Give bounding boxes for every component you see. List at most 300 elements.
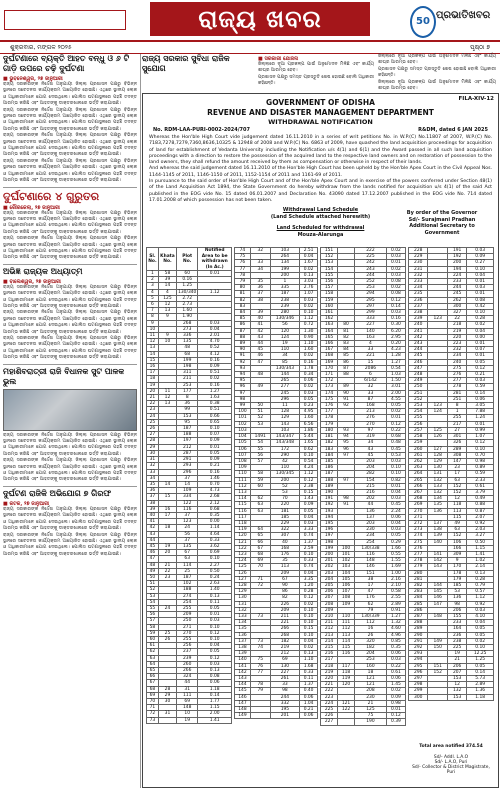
table-cell: 0.05 [386, 403, 405, 409]
table-cell: 151 [321, 248, 338, 254]
table-cell: 19 [147, 382, 159, 388]
table-cell: 0.05 [386, 533, 405, 539]
table-cell: 32 [147, 463, 159, 469]
table-cell: 301 [447, 434, 466, 440]
table-cell: 27 [447, 427, 466, 433]
table-cell: 1.77 [198, 699, 232, 705]
table-cell: 201 [270, 713, 300, 719]
table-cell: 0.12 [386, 713, 405, 719]
table-cell: 0.16 [198, 357, 232, 363]
table-cell: 243 [409, 341, 428, 347]
table-cell: 98 [447, 601, 466, 607]
table-cell: 2.63 [198, 581, 232, 587]
table-cell: 226 [321, 713, 338, 719]
table-cell: 273 [409, 527, 428, 533]
table-cell: 0.59 [467, 471, 494, 477]
notice-paragraph: Whereas the Hon'ble High Court vide judgement dated 16.11.2010 in a series of writ petitions No. in W.P.(C) No.11807 of 2007, W.P.(C) No. 7183,7278,7279,7360,8636,10325 & 12948 of 2008 and W.P.(C) No. 6863 of 2009, have quashed the land acquisition proceedings for acquisition of land for establishment of Vedanta University including the Notification u/s 4(1) and 6(1) and the Award passed in all such land acquisition proceedings with a direction to restore the possession of the acquired land to the respective land owners and on restoration of possession to the land owners, they shall refund the amount received by them as compensation or otherwise in respect of their lands. [149, 135, 492, 166]
table-cell: 336 [177, 333, 198, 339]
table-cell: 1.18 [467, 694, 494, 700]
table-cell: 0.33 [198, 537, 232, 543]
table-cell: 276 [355, 415, 387, 421]
table-cell: 1.00 [386, 570, 405, 576]
total-label: Total area notified [419, 744, 465, 749]
notice-body [149, 135, 492, 204]
table-cell: 0.05 [198, 605, 232, 611]
table-cell: 131 [428, 471, 447, 477]
table-cell: 16 [158, 506, 176, 512]
sign-line: Additional Secretary to Government [409, 223, 475, 236]
strip-story-2 [258, 54, 374, 92]
table-cell: 109 [177, 488, 198, 494]
table-cell: 0.02 [467, 638, 494, 644]
table-cell: 130/340 [178, 289, 197, 295]
newspaper-title: ରାଜ୍ୟ ଖବର [150, 2, 370, 36]
table-cell: 24 [177, 525, 198, 531]
table-cell: 30 [147, 450, 159, 456]
table-cell: 14 [158, 283, 176, 289]
table-cell: 125 [355, 707, 387, 713]
table-cell: 0.89 [467, 465, 494, 471]
table-cell: 0.02 [467, 322, 494, 328]
table-cell: 275 [447, 365, 466, 371]
table-cell: 122 [177, 500, 198, 506]
table-cell: 0.01 [467, 279, 494, 285]
table-cell: 200 [447, 260, 466, 266]
table-cell: 9 [447, 558, 466, 564]
table-cell: 91 [338, 502, 355, 508]
table-cell [428, 694, 447, 700]
table-cell: 0.02 [386, 266, 405, 272]
table-cell: 21 [158, 562, 176, 568]
table-cell: 0.74 [300, 533, 318, 539]
table-cell: 190 [355, 719, 387, 725]
table-cell: 2.16 [386, 576, 405, 582]
table-cell: 77 [235, 266, 251, 272]
table-cell: 0.04 [300, 514, 318, 520]
table-cell: 110 [270, 347, 300, 353]
table-cell: 0.04 [467, 272, 494, 278]
table-cell: 86 [270, 589, 300, 595]
table-cell: 279 [409, 564, 428, 570]
table-cell: 73 [250, 613, 270, 619]
table-cell: 23 [147, 407, 159, 413]
table-cell: 195 [321, 520, 338, 526]
table-cell: 2086 [355, 365, 387, 371]
table-cell: 133 [235, 613, 251, 619]
table-cell: 221 [321, 682, 338, 688]
table-cell: 2.59 [300, 545, 318, 551]
table-cell: 77 [250, 669, 270, 675]
table-cell: 0.10 [300, 613, 318, 619]
table-cell: 23 [447, 465, 466, 471]
table-cell: 22 [447, 316, 466, 322]
article-text: ରାଜ୍ୟ ସରକାରଙ୍କ ନିର୍ଦ୍ଦେଶ ଅନୁଯାୟୀ ଜିଲ୍ଲା ପ୍ରଶାସନ ପକ୍ଷରୁ ବିଭିନ୍ନ ସ୍ଥାନରେ ସଚେତନତା କାର୍ଯ୍ୟକ୍ରମ ଆୟୋଜିତ ହୋଇଛି। ଏଥିରେ ସ୍ଥାନୀୟ ଲୋକ ଓ ଅଧିକାରୀମାନେ ଯୋଗ ଦେଇଥିଲେ। ପୋଲିସ ଘଟଣାସ୍ଥଳରେ ପହଞ୍ଚି ତଦନ୍ତ ଆରମ୍ଭ କରିଛି ଏବଂ ଆହତଙ୍କୁ ଡାକ୍ତରଖାନାରେ ଭର୍ତ୍ତି କରାଯାଇଛି। [3, 210, 137, 235]
table-cell: 6 [355, 372, 387, 378]
table-cell: 4.10 [467, 613, 494, 619]
table-cell: 212 [270, 651, 300, 657]
divider [3, 364, 137, 365]
table-cell: 84 [338, 347, 355, 353]
table-cell: 254 [355, 539, 387, 545]
table-cell: 38 [250, 297, 270, 303]
table-cell: 276 [447, 372, 466, 378]
table-cell: 64 [147, 661, 159, 667]
table-cell: 168 [321, 353, 338, 359]
table-cell: 51 [147, 581, 159, 587]
table-cell: 0.57 [467, 589, 494, 595]
table-cell: 0.03 [300, 297, 318, 303]
table-cell: 0.90 [300, 334, 318, 340]
table-row [235, 713, 318, 719]
schedule-table-1 [146, 247, 232, 724]
table-cell: 2.14 [467, 564, 494, 570]
table-cell: 92 [338, 403, 355, 409]
table-cell: 112 [235, 483, 251, 489]
table-cell: 87 [355, 396, 387, 402]
table-cell: 0.16 [198, 469, 232, 475]
table-cell: 299 [409, 688, 428, 694]
table-cell: 1.45 [386, 682, 405, 688]
table-cell: 287 [409, 613, 428, 619]
table-cell: 165 [321, 334, 338, 340]
table-cell: 59 [250, 477, 270, 483]
table-cell: 125 [235, 564, 251, 570]
table-cell: 69 [270, 657, 300, 663]
table-cell: 188 [177, 432, 198, 438]
table-cell: 0.03 [467, 378, 494, 384]
table-cell: 281 [409, 576, 428, 582]
table-cell: 0.05 [467, 626, 494, 632]
table-cell: 129 [428, 458, 447, 464]
table-cell: 60 [147, 636, 159, 642]
table-cell: 0.10 [300, 607, 318, 613]
table-cell: 13 [158, 401, 176, 407]
table-cell: 145 [428, 589, 447, 595]
strip-text: ପ୍ରଶାସନ ପକ୍ଷରୁ ସମସ୍ତ ପ୍ରସ୍ତୁତି ଶେଷ ହୋଇଛି ବୋଲି ଅଧିକାରୀ କହିଛନ୍ତି। [258, 74, 374, 87]
table-cell: 56 [250, 452, 270, 458]
table-cell: 0.91 [386, 607, 405, 613]
table-cell: 0.02 [300, 303, 318, 309]
table-cell: 55 [250, 446, 270, 452]
column-header: Plot No. [177, 248, 198, 271]
table-cell: 322 [270, 527, 300, 533]
table-cell: 256 [177, 643, 198, 649]
table-cell: 148 [177, 705, 198, 711]
table-cell: 0.00 [467, 334, 494, 340]
table-cell: 106 [338, 582, 355, 588]
table-cell: 52 [147, 587, 159, 593]
table-cell: 213 [355, 409, 387, 415]
table-cell: 0.51 [198, 370, 232, 376]
table-cell: 0.49 [467, 496, 494, 502]
table-cell: 0.14 [467, 669, 494, 675]
footer-sign: Sd/- Collector & District Magistrate, Puri [412, 765, 490, 775]
table-cell: 47 [250, 359, 270, 365]
table-cell: 6 [147, 302, 159, 308]
table-cell: 103 [338, 564, 355, 570]
table-cell: 4 [158, 289, 176, 295]
table-cell: 0.01 [198, 612, 232, 618]
table-cell: 0.10 [198, 426, 232, 432]
table-cell: 0.04 [386, 489, 405, 495]
table-cell: 207 [321, 595, 338, 601]
table-cell: 155 [447, 613, 466, 619]
table-cell: 265 [409, 477, 428, 483]
table-cell: 203 [321, 570, 338, 576]
table-cell: 132 [428, 489, 447, 495]
table-cell: 264 [409, 471, 428, 477]
table-cell: 97 [235, 390, 251, 396]
table-cell: 12 [158, 302, 176, 308]
table-cell: 193 [321, 508, 338, 514]
table-cell: 63 [447, 527, 466, 533]
table-cell: 117 [235, 514, 251, 520]
table-cell: 56 [177, 531, 198, 537]
table-cell: 171 [321, 372, 338, 378]
table-cell: 12 [447, 682, 466, 688]
table-cell: 0.30 [386, 322, 405, 328]
table-cell: 288 [409, 620, 428, 626]
table-cell: 238 [409, 310, 428, 316]
table-cell: 119 [235, 527, 251, 533]
table-cell: 120 [270, 328, 300, 334]
schedule-title [143, 225, 498, 239]
table-cell: 2.12 [198, 500, 232, 506]
table-cell: 32 [250, 248, 270, 254]
table-cell: 0.61 [386, 669, 405, 675]
table-cell: 14 [158, 481, 176, 487]
table-cell: 108 [235, 458, 251, 464]
table-cell: 201 [321, 558, 338, 564]
table-cell: 181 [270, 508, 300, 514]
table-cell: 0.03 [467, 285, 494, 291]
article-text: ରାଜ୍ୟ ସରକାରଙ୍କ ନିର୍ଦ୍ଦେଶ ଅନୁଯାୟୀ ଜିଲ୍ଲା ପ୍ରଶାସନ ପକ୍ଷରୁ ବିଭିନ୍ନ ସ୍ଥାନରେ ସଚେତନତା କାର୍ଯ୍ୟକ୍ରମ ଆୟୋଜିତ ହୋଇଛି। ଏଥିରେ ସ୍ଥାନୀୟ ଲୋକ ଓ ଅଧିକାରୀମାନେ ଯୋଗ ଦେଇଥିଲେ। ପୋଲିସ ଘଟଣାସ୍ଥଳରେ ପହଞ୍ଚି ତଦନ୍ତ ଆରମ୍ଭ କରିଛି ଏବଂ ଆହତଙ୍କୁ ଡାକ୍ତରଖାନାରେ ଭର୍ତ୍ତି କରାଯାଇଛି। [3, 432, 137, 457]
table-cell: 153 [321, 260, 338, 266]
table-cell: 146 [355, 564, 387, 570]
table-cell: 74 [250, 645, 270, 651]
table-cell: 135 [235, 626, 251, 632]
table-cell: 81 [235, 291, 251, 297]
table-cell: 157 [321, 285, 338, 291]
table-cell: 0.16 [198, 382, 232, 388]
table-cell: 147 [428, 601, 447, 607]
table-cell: 118 [338, 669, 355, 675]
table-cell: 0.68 [198, 506, 232, 512]
table-cell: 6.56 [300, 421, 318, 427]
table-cell: 17 [158, 512, 176, 518]
article-text: ରାଜ୍ୟ ସରକାରଙ୍କ ନିର୍ଦ୍ଦେଶ ଅନୁଯାୟୀ ଜିଲ୍ଲା ପ୍ରଶାସନ ପକ୍ଷରୁ ବିଭିନ୍ନ ସ୍ଥାନରେ ସଚେତନତା କାର୍ଯ୍ୟକ୍ରମ ଆୟୋଜିତ ହୋଇଛି। ଏଥିରେ ସ୍ଥାନୀୟ ଲୋକ ଓ ଅଧିକାରୀମାନେ ଯୋଗ ଦେଇଥିଲେ। ପୋଲିସ ଘଟଣାସ୍ଥଳରେ ପହଞ୍ଚି ତଦନ୍ତ ଆରମ୍ଭ କରିଛି ଏବଂ ଆହତଙ୍କୁ ଡାକ୍ତରଖାନାରେ ଭର୍ତ୍ତି କରାଯାଇଛି। [3, 336, 137, 361]
table-cell: 119 [338, 676, 355, 682]
table-cell: 1.24 [467, 415, 494, 421]
table-cell: 172 [321, 378, 338, 384]
table-cell: 16 [147, 364, 159, 370]
table-cell: 127 [428, 446, 447, 452]
table-cell: 182 [355, 645, 387, 651]
table-cell: 212 [177, 444, 198, 450]
table-cell: 12 [447, 496, 466, 502]
table-cell: 0.03 [386, 272, 405, 278]
table-cell: 48 [177, 345, 198, 351]
table-cell: 0.14 [386, 303, 405, 309]
table-cell: 116 [177, 506, 198, 512]
table-cell: 0.03 [467, 248, 494, 254]
table-cell: 0.20 [386, 341, 405, 347]
table-cell: 247 [409, 365, 428, 371]
table-cell: 260 [409, 446, 428, 452]
table-cell: 111 [235, 477, 251, 483]
footer-sign: Sd/- L.A.O, Puri [434, 760, 468, 765]
table-cell: 174 [321, 390, 338, 396]
table-cell: 36 [177, 401, 198, 407]
table-cell: 28 [158, 686, 176, 692]
table-cell: 36 [147, 488, 159, 494]
table-cell: 115 [447, 514, 466, 520]
table-cell: 31 [177, 686, 198, 692]
table-cell: 297 [355, 303, 387, 309]
table-cell: 1.55 [386, 558, 405, 564]
table-cell: 53 [447, 589, 466, 595]
table-cell: 7 [147, 308, 159, 314]
table-cell: 67 [147, 680, 159, 686]
table-cell: 45 [147, 543, 159, 549]
divider [3, 187, 137, 188]
table-cell: 106 [235, 446, 251, 452]
table-cell: 0.03 [198, 618, 232, 624]
table-cell: 44 [355, 502, 387, 508]
table-cell: 47 [147, 556, 159, 562]
table-cell: 209 [270, 570, 300, 576]
table-cell: 187 [321, 471, 338, 477]
table-cell: 116 [338, 651, 355, 657]
table-cell: 0.21 [300, 707, 318, 713]
table-cell: 103 [270, 248, 300, 254]
table-cell: 223 [447, 341, 466, 347]
table-cell: 266 [409, 483, 428, 489]
table-cell: 137 [428, 520, 447, 526]
table-cell: 3.35 [300, 576, 318, 582]
table-cell: 0.02 [300, 601, 318, 607]
table-cell: 0.92 [467, 601, 494, 607]
table-cell: 258 [409, 434, 428, 440]
table-cell: 277 [409, 551, 428, 557]
table-cell: 0.23 [300, 403, 318, 409]
table-cell: 120 [235, 533, 251, 539]
table-cell: 1.15 [198, 705, 232, 711]
table-cell: 8 [147, 314, 159, 320]
table-cell: 4.96 [386, 632, 405, 638]
table-cell: 1.28 [386, 353, 405, 359]
table-cell: 37 [177, 512, 198, 518]
table-cell: 0.68 [386, 434, 405, 440]
table-cell: 0.03 [386, 657, 405, 663]
table-cell: 0.14 [467, 390, 494, 396]
table-cell: 223 [321, 694, 338, 700]
table-cell: 0.50 [198, 568, 232, 574]
table-cell [250, 713, 270, 719]
table-cell: 0.05 [467, 632, 494, 638]
table-cell: 163 [321, 322, 338, 328]
table-cell: 75 [355, 713, 387, 719]
table-cell: 105 [235, 440, 251, 446]
table-cell: 253 [355, 285, 387, 291]
table-cell: 200 [270, 477, 300, 483]
table-cell: 327 [447, 310, 466, 316]
table-cell: 249 [409, 378, 428, 384]
table-cell: 113 [338, 632, 355, 638]
table-cell: 130/345 [270, 471, 300, 477]
table-cell: 16 [355, 626, 387, 632]
anniversary-logo-icon: 50 [410, 6, 436, 38]
table-cell: 0.59 [467, 384, 494, 390]
table-cell: 26 [147, 426, 159, 432]
table-cell: 101 [338, 551, 355, 557]
table-cell: 276 [409, 545, 428, 551]
table-cell: 0.12 [467, 365, 494, 371]
table-cell: 53 [147, 593, 159, 599]
table-cell: 117 [338, 663, 355, 669]
table-cell: 0.55 [386, 551, 405, 557]
table-cell: 0.40 [300, 688, 318, 694]
table-cell: 1.25 [467, 657, 494, 663]
table-cell: 270 [177, 630, 198, 636]
table-cell: 290 [409, 632, 428, 638]
table-cell: 128 [235, 582, 251, 588]
table-cell: 96 [338, 446, 355, 452]
table-cell: 13 [158, 308, 176, 314]
table-cell: 0.16 [300, 359, 318, 365]
table-cell: 218 [321, 663, 338, 669]
table-cell: 0.01 [386, 260, 405, 266]
table-cell: 116 [235, 508, 251, 514]
table-cell: 41 [250, 322, 270, 328]
table-cell: 88 [338, 372, 355, 378]
table-cell: 0.10 [386, 471, 405, 477]
table-cell: 161 [321, 310, 338, 316]
table-cell: 2.95 [386, 334, 405, 340]
table-cell: 148 [428, 613, 447, 619]
table-cell: 172 [270, 446, 300, 452]
table-cell: 52 [270, 483, 300, 489]
table-cell: 188 [177, 587, 198, 593]
table-cell: 0.69 [198, 550, 232, 556]
table-cell: 65 [250, 533, 270, 539]
table-cell: 0.10 [300, 620, 318, 626]
table-cell: 296 [177, 469, 198, 475]
table-cell: 221 [355, 353, 387, 359]
table-cell: 109 [338, 601, 355, 607]
table-cell: 307 [270, 533, 300, 539]
table-cell: 102 [235, 421, 251, 427]
table-cell: 270 [409, 508, 428, 514]
table-cell: 221 [270, 620, 300, 626]
table-cell: 3.79 [467, 489, 494, 495]
table-cell: 89 [235, 341, 251, 347]
table-cell: 0.34 [300, 372, 318, 378]
table-cell: 242 [355, 260, 387, 266]
table-cell: 266 [177, 668, 198, 674]
table-cell: 0.21 [198, 463, 232, 469]
table-cell: 0.39 [386, 719, 405, 725]
table-cell: 222 [321, 688, 338, 694]
table-cell: 0.70 [198, 481, 232, 487]
table-cell: 4 [147, 289, 159, 295]
table-cell: 225 [321, 707, 338, 713]
table-cell: 0.01 [467, 341, 494, 347]
table-cell: 4.12 [198, 351, 232, 357]
table-cell: 151 [428, 663, 447, 669]
table-cell: 0.07 [467, 347, 494, 353]
table-cell: 67 [250, 545, 270, 551]
